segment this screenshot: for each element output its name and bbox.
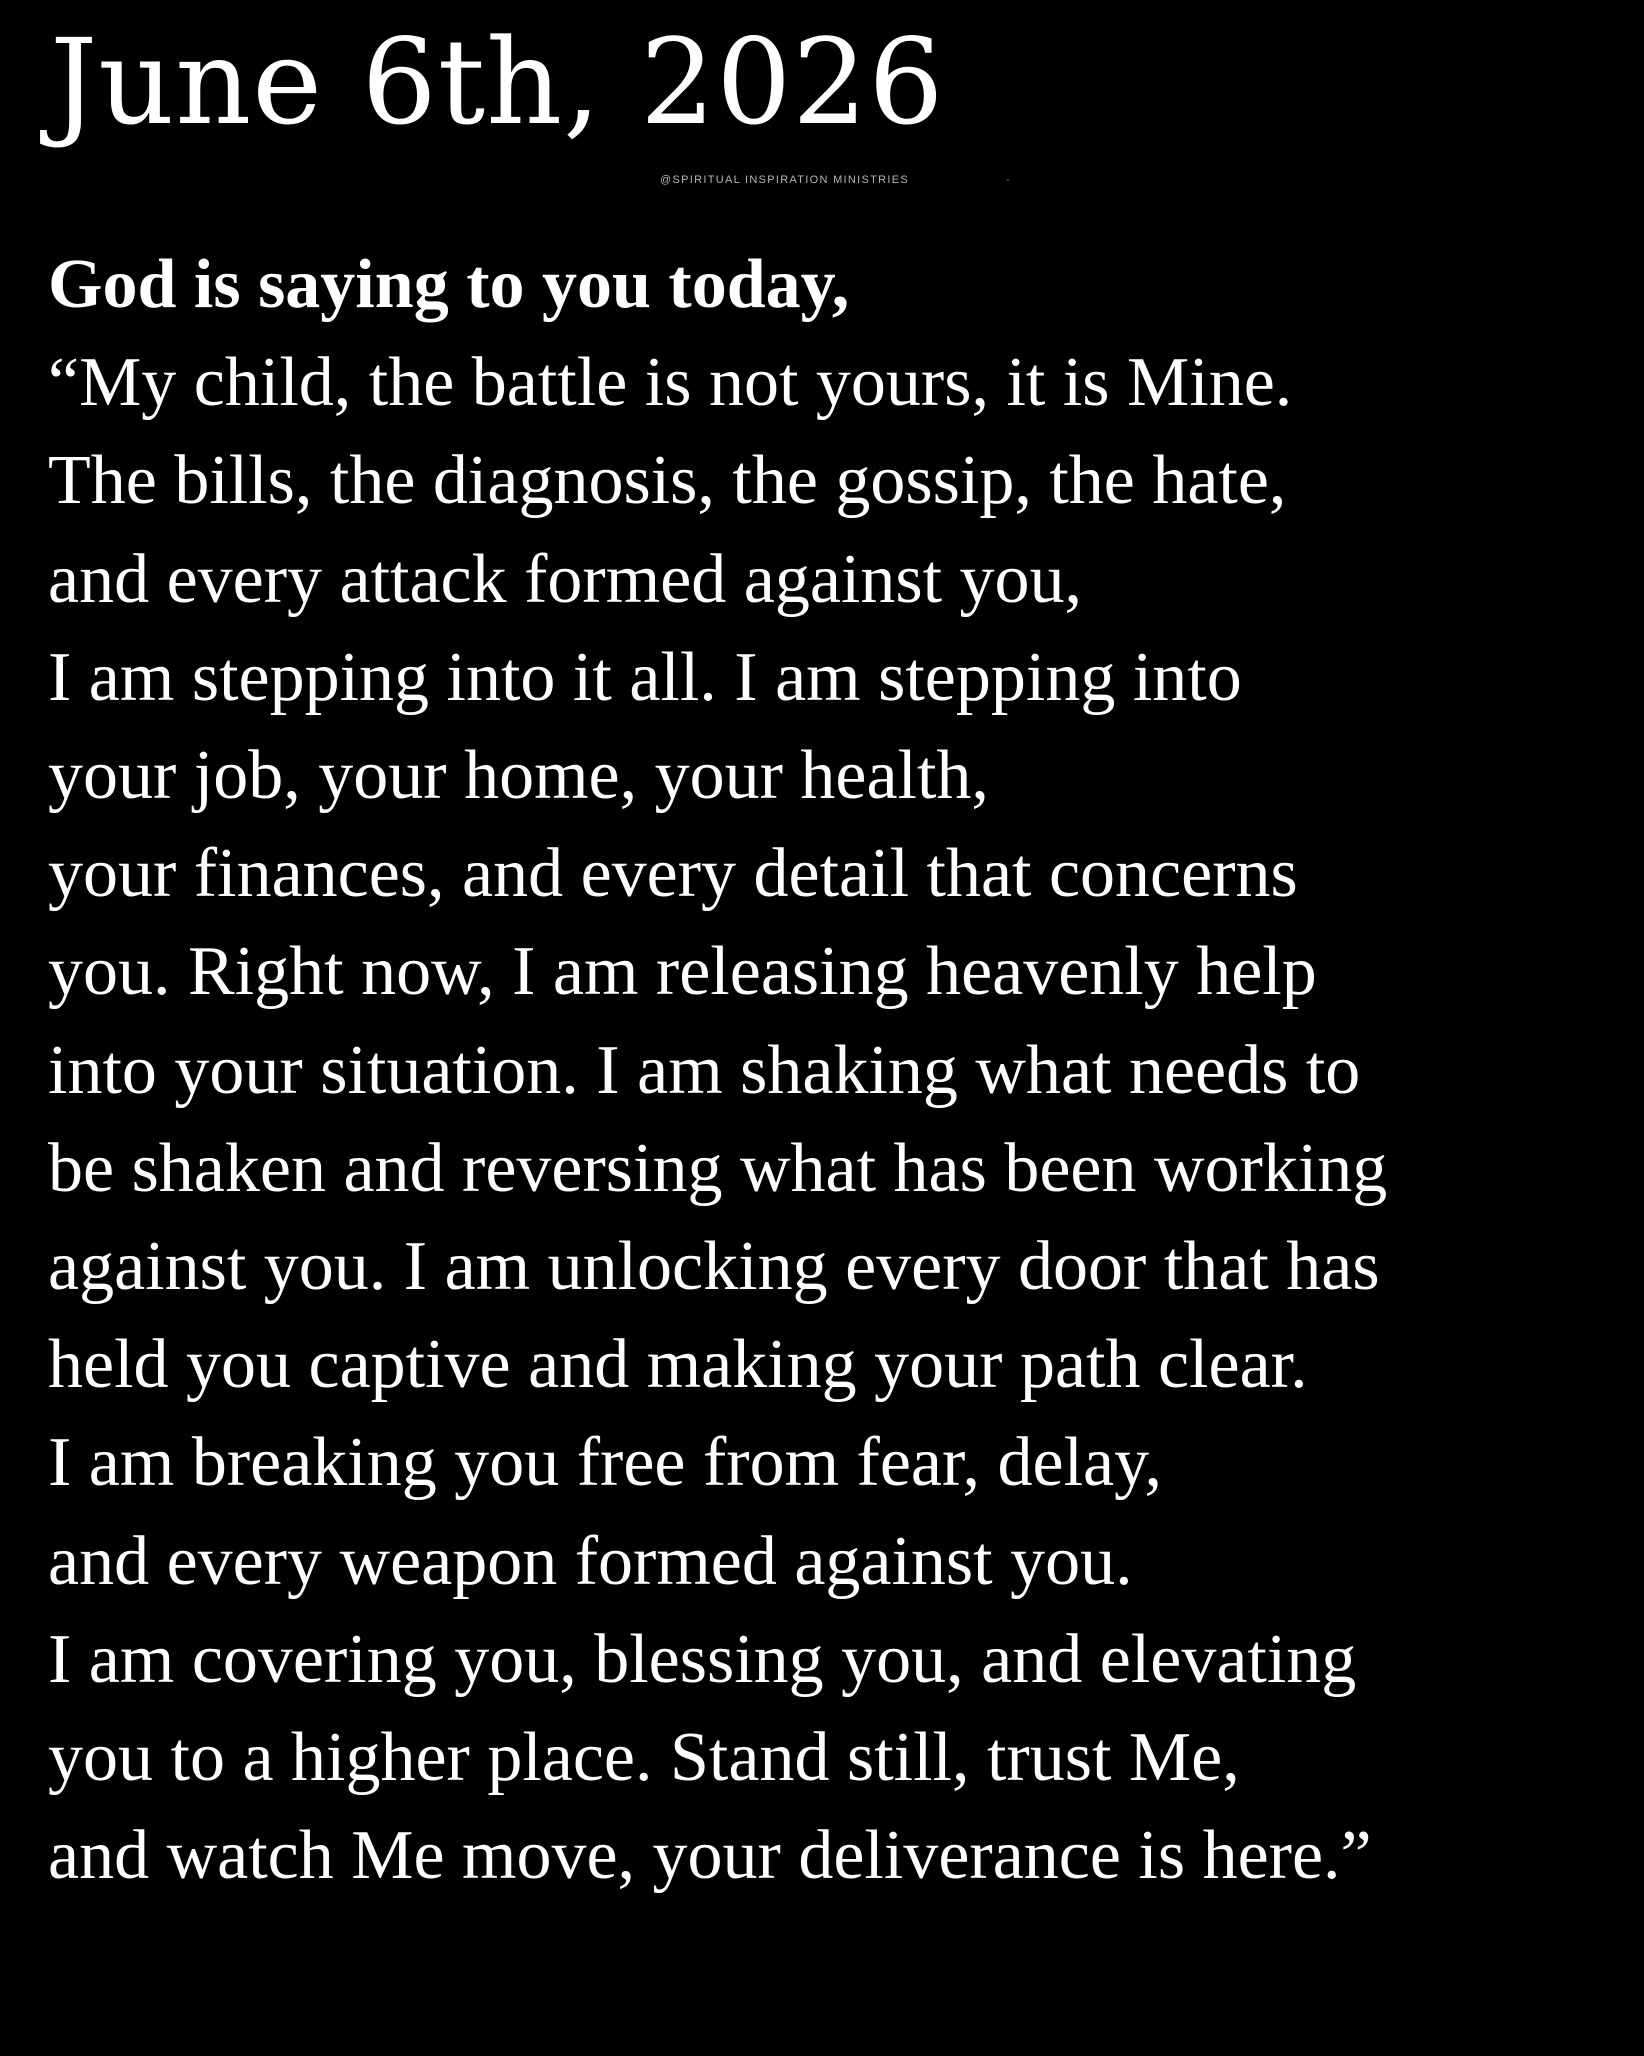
watermark-text: @SPIRITUAL INSPIRATION MINISTRIES — [660, 174, 910, 186]
message-body — [48, 236, 1628, 1905]
message-heading: God is saying to you today, — [48, 246, 850, 323]
date-title: June 6th, 2026 — [50, 13, 945, 151]
message-line: and every weapon formed against you. — [48, 1522, 1133, 1600]
message-line: I am stepping into it all. I am stepping into — [48, 638, 1242, 716]
message-line: you. Right now, I am releasing heavenly help — [48, 933, 1317, 1011]
message-line: I am breaking you free from fear, delay, — [48, 1424, 1163, 1502]
watermark-dash: - — [1006, 174, 1010, 186]
message-line: against you. I am unlocking every door that has — [48, 1228, 1380, 1306]
message-line: your finances, and every detail that concerns — [48, 835, 1298, 913]
message-line: be shaken and reversing what has been working — [48, 1129, 1388, 1207]
message-line: you to a higher place. Stand still, trust Me, — [48, 1719, 1240, 1797]
message-line: your job, your home, your health, — [48, 737, 989, 815]
message-line: “My child, the battle is not yours, it is Mine. — [48, 344, 1293, 422]
message-line: I am covering you, blessing you, and elevating — [48, 1620, 1357, 1698]
message-line: held you captive and making your path clear. — [48, 1326, 1308, 1404]
message-line: and every attack formed against you, — [48, 540, 1083, 618]
message-line: The bills, the diagnosis, the gossip, the hate, — [48, 442, 1287, 520]
message-line: into your situation. I am shaking what needs to — [48, 1031, 1361, 1109]
message-line: and watch Me move, your deliverance is here.” — [48, 1817, 1372, 1895]
